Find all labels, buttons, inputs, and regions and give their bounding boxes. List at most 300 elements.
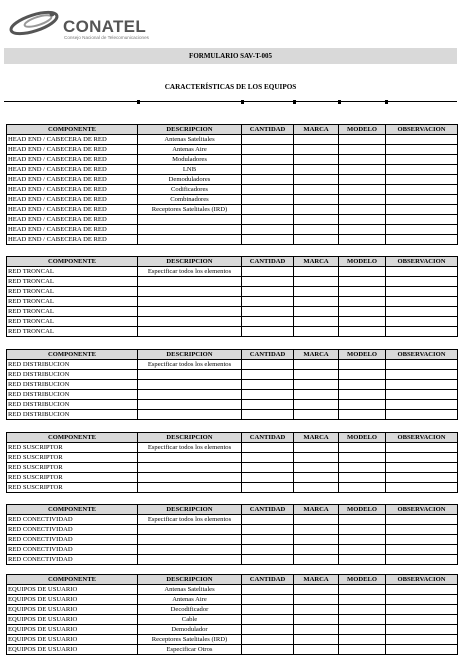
observation-cell[interactable]	[386, 135, 458, 145]
observation-cell[interactable]	[386, 225, 458, 235]
model-cell[interactable]	[339, 165, 386, 175]
model-cell[interactable]	[339, 360, 386, 370]
quantity-cell[interactable]	[242, 287, 294, 297]
quantity-cell[interactable]	[242, 625, 294, 635]
description-cell: Especificar todos los elementos	[138, 360, 242, 370]
quantity-cell[interactable]	[242, 585, 294, 595]
table-row	[7, 483, 458, 493]
model-cell[interactable]	[339, 327, 386, 337]
quantity-cell[interactable]	[242, 515, 294, 525]
table-row	[7, 410, 458, 420]
table-row	[7, 195, 458, 205]
model-cell[interactable]	[339, 307, 386, 317]
column-header: OBSERVACION	[386, 505, 458, 515]
quantity-cell[interactable]	[242, 195, 294, 205]
description-cell	[138, 463, 242, 473]
column-header: MARCA	[294, 505, 339, 515]
brand-cell[interactable]	[294, 400, 339, 410]
brand-cell[interactable]	[294, 327, 339, 337]
observation-cell[interactable]	[386, 515, 458, 525]
component-cell: RED CONECTIVIDAD	[7, 555, 138, 565]
quantity-cell[interactable]	[242, 327, 294, 337]
quantity-cell[interactable]	[242, 277, 294, 287]
quantity-cell[interactable]	[242, 145, 294, 155]
description-cell	[138, 545, 242, 555]
component-cell: EQUIPOS DE USUARIO	[7, 605, 138, 615]
column-header: MARCA	[294, 433, 339, 443]
model-cell[interactable]	[339, 473, 386, 483]
model-cell[interactable]	[339, 400, 386, 410]
observation-cell[interactable]	[386, 287, 458, 297]
model-cell[interactable]	[339, 443, 386, 453]
observation-cell[interactable]	[386, 595, 458, 605]
quantity-cell[interactable]	[242, 225, 294, 235]
description-cell	[138, 453, 242, 463]
description-cell: Antenas Aire	[138, 595, 242, 605]
model-cell[interactable]	[339, 317, 386, 327]
header-rule	[4, 101, 457, 102]
component-cell: RED TRONCAL	[7, 307, 138, 317]
table-row	[7, 390, 458, 400]
quantity-cell[interactable]	[242, 155, 294, 165]
brand-cell[interactable]	[294, 555, 339, 565]
component-cell: RED CONECTIVIDAD	[7, 525, 138, 535]
model-cell[interactable]	[339, 595, 386, 605]
brand-cell[interactable]	[294, 635, 339, 645]
quantity-cell[interactable]	[242, 380, 294, 390]
observation-cell[interactable]	[386, 307, 458, 317]
conatel-logo	[8, 6, 158, 40]
observation-cell[interactable]	[386, 645, 458, 655]
table-row	[7, 327, 458, 337]
quantity-cell[interactable]	[242, 317, 294, 327]
description-cell	[138, 483, 242, 493]
component-cell: RED SUSCRIPTOR	[7, 473, 138, 483]
observation-cell[interactable]	[386, 195, 458, 205]
quantity-cell[interactable]	[242, 135, 294, 145]
table-row	[7, 595, 458, 605]
table-red-suscriptor	[6, 432, 458, 493]
description-cell	[138, 390, 242, 400]
component-cell: HEAD END / CABECERA DE RED	[7, 235, 138, 245]
column-header: OBSERVACION	[386, 125, 458, 135]
model-cell[interactable]	[339, 235, 386, 245]
table-red-distribucion	[6, 349, 458, 420]
observation-cell[interactable]	[386, 215, 458, 225]
quantity-cell[interactable]	[242, 645, 294, 655]
column-header: DESCRIPCION	[138, 433, 242, 443]
component-cell: RED CONECTIVIDAD	[7, 515, 138, 525]
brand-cell[interactable]	[294, 205, 339, 215]
description-cell	[138, 225, 242, 235]
table-header-row	[7, 575, 458, 585]
observation-cell[interactable]	[386, 545, 458, 555]
observation-cell[interactable]	[386, 463, 458, 473]
observation-cell[interactable]	[386, 625, 458, 635]
brand-cell[interactable]	[294, 443, 339, 453]
quantity-cell[interactable]	[242, 267, 294, 277]
column-header: COMPONENTE	[7, 505, 138, 515]
quantity-cell[interactable]	[242, 535, 294, 545]
description-cell	[138, 287, 242, 297]
brand-cell[interactable]	[294, 165, 339, 175]
component-cell: EQUIPOS DE USUARIO	[7, 635, 138, 645]
table-row	[7, 443, 458, 453]
quantity-cell[interactable]	[242, 555, 294, 565]
brand-cell[interactable]	[294, 225, 339, 235]
rule-tick	[338, 100, 341, 104]
quantity-cell[interactable]	[242, 615, 294, 625]
observation-cell[interactable]	[386, 327, 458, 337]
quantity-cell[interactable]	[242, 525, 294, 535]
component-cell: RED DISTRIBUCION	[7, 380, 138, 390]
component-cell: HEAD END / CABECERA DE RED	[7, 195, 138, 205]
observation-cell[interactable]	[386, 615, 458, 625]
column-header: MODELO	[339, 350, 386, 360]
component-cell: RED TRONCAL	[7, 277, 138, 287]
observation-cell[interactable]	[386, 235, 458, 245]
brand-cell[interactable]	[294, 370, 339, 380]
description-cell: Antenas Aire	[138, 145, 242, 155]
quantity-cell[interactable]	[242, 235, 294, 245]
table-row	[7, 525, 458, 535]
observation-cell[interactable]	[386, 390, 458, 400]
observation-cell[interactable]	[386, 483, 458, 493]
brand-cell[interactable]	[294, 267, 339, 277]
observation-cell[interactable]	[386, 145, 458, 155]
observation-cell[interactable]	[386, 165, 458, 175]
component-cell: RED TRONCAL	[7, 267, 138, 277]
document-title: CARACTERÍSTICAS DE LOS EQUIPOS	[164, 83, 297, 91]
component-cell: EQUIPOS DE USUARIO	[7, 615, 138, 625]
description-cell: LNB	[138, 165, 242, 175]
description-cell	[138, 277, 242, 287]
column-header: DESCRIPCION	[138, 505, 242, 515]
quantity-cell[interactable]	[242, 185, 294, 195]
column-header: MODELO	[339, 505, 386, 515]
brand-cell[interactable]	[294, 453, 339, 463]
description-cell	[138, 555, 242, 565]
table-red-conectividad	[6, 504, 458, 565]
component-cell: RED TRONCAL	[7, 327, 138, 337]
column-header: CANTIDAD	[242, 350, 294, 360]
quantity-cell[interactable]	[242, 390, 294, 400]
table-row	[7, 317, 458, 327]
brand-cell[interactable]	[294, 645, 339, 655]
table-row	[7, 515, 458, 525]
observation-cell[interactable]	[386, 400, 458, 410]
rule-tick	[293, 100, 296, 104]
brand-cell[interactable]	[294, 525, 339, 535]
table-row	[7, 155, 458, 165]
quantity-cell[interactable]	[242, 360, 294, 370]
model-cell[interactable]	[339, 463, 386, 473]
rule-tick	[241, 100, 244, 104]
brand-cell[interactable]	[294, 483, 339, 493]
component-cell: RED CONECTIVIDAD	[7, 545, 138, 555]
description-cell: Especificar Otros	[138, 645, 242, 655]
description-cell: Decodificador	[138, 605, 242, 615]
quantity-cell[interactable]	[242, 463, 294, 473]
rule-tick	[137, 100, 140, 104]
component-cell: RED TRONCAL	[7, 297, 138, 307]
component-cell: HEAD END / CABECERA DE RED	[7, 215, 138, 225]
table-row	[7, 165, 458, 175]
table-row	[7, 463, 458, 473]
brand-cell[interactable]	[294, 535, 339, 545]
column-header: MODELO	[339, 575, 386, 585]
model-cell[interactable]	[339, 645, 386, 655]
model-cell[interactable]	[339, 515, 386, 525]
component-cell: RED SUSCRIPTOR	[7, 443, 138, 453]
observation-cell[interactable]	[386, 555, 458, 565]
observation-cell[interactable]	[386, 175, 458, 185]
model-cell[interactable]	[339, 185, 386, 195]
model-cell[interactable]	[339, 635, 386, 645]
brand-cell[interactable]	[294, 515, 339, 525]
model-cell[interactable]	[339, 195, 386, 205]
table-row	[7, 625, 458, 635]
quantity-cell[interactable]	[242, 400, 294, 410]
brand-cell[interactable]	[294, 360, 339, 370]
model-cell[interactable]	[339, 453, 386, 463]
column-header: COMPONENTE	[7, 350, 138, 360]
column-header: MODELO	[339, 257, 386, 267]
observation-cell[interactable]	[386, 370, 458, 380]
description-cell: Cable	[138, 615, 242, 625]
description-cell	[138, 215, 242, 225]
observation-cell[interactable]	[386, 205, 458, 215]
brand-cell[interactable]	[294, 195, 339, 205]
brand-cell[interactable]	[294, 463, 339, 473]
quantity-cell[interactable]	[242, 605, 294, 615]
model-cell[interactable]	[339, 545, 386, 555]
model-cell[interactable]	[339, 555, 386, 565]
description-cell	[138, 235, 242, 245]
observation-cell[interactable]	[386, 525, 458, 535]
column-header: MARCA	[294, 350, 339, 360]
quantity-cell[interactable]	[242, 205, 294, 215]
model-cell[interactable]	[339, 277, 386, 287]
brand-cell[interactable]	[294, 185, 339, 195]
brand-cell[interactable]	[294, 287, 339, 297]
model-cell[interactable]	[339, 410, 386, 420]
observation-cell[interactable]	[386, 635, 458, 645]
model-cell[interactable]	[339, 535, 386, 545]
description-cell: Especificar todos los elementos	[138, 515, 242, 525]
quantity-cell[interactable]	[242, 165, 294, 175]
description-cell	[138, 307, 242, 317]
column-header: CANTIDAD	[242, 433, 294, 443]
brand-cell[interactable]	[294, 615, 339, 625]
brand-cell[interactable]	[294, 585, 339, 595]
brand-cell[interactable]	[294, 625, 339, 635]
table-row	[7, 380, 458, 390]
logo-name: CONATEL	[63, 17, 146, 36]
table-row	[7, 473, 458, 483]
quantity-cell[interactable]	[242, 370, 294, 380]
brand-cell[interactable]	[294, 145, 339, 155]
observation-cell[interactable]	[386, 155, 458, 165]
description-cell: Antenas Satelitales	[138, 585, 242, 595]
model-cell[interactable]	[339, 615, 386, 625]
brand-cell[interactable]	[294, 390, 339, 400]
brand-cell[interactable]	[294, 595, 339, 605]
column-header: DESCRIPCION	[138, 257, 242, 267]
brand-cell[interactable]	[294, 155, 339, 165]
quantity-cell[interactable]	[242, 410, 294, 420]
model-cell[interactable]	[339, 483, 386, 493]
model-cell[interactable]	[339, 225, 386, 235]
column-header: CANTIDAD	[242, 505, 294, 515]
component-cell: HEAD END / CABECERA DE RED	[7, 155, 138, 165]
model-cell[interactable]	[339, 287, 386, 297]
table-row	[7, 585, 458, 595]
table-header-row	[7, 350, 458, 360]
model-cell[interactable]	[339, 525, 386, 535]
brand-cell[interactable]	[294, 307, 339, 317]
description-cell	[138, 525, 242, 535]
table-row	[7, 635, 458, 645]
brand-cell[interactable]	[294, 473, 339, 483]
quantity-cell[interactable]	[242, 473, 294, 483]
column-header: CANTIDAD	[242, 257, 294, 267]
table-row	[7, 645, 458, 655]
quantity-cell[interactable]	[242, 635, 294, 645]
table-header-row	[7, 125, 458, 135]
observation-cell[interactable]	[386, 443, 458, 453]
component-cell: RED SUSCRIPTOR	[7, 483, 138, 493]
brand-cell[interactable]	[294, 277, 339, 287]
observation-cell[interactable]	[386, 605, 458, 615]
model-cell[interactable]	[339, 370, 386, 380]
observation-cell[interactable]	[386, 473, 458, 483]
component-cell: HEAD END / CABECERA DE RED	[7, 185, 138, 195]
observation-cell[interactable]	[386, 185, 458, 195]
model-cell[interactable]	[339, 585, 386, 595]
table-row	[7, 135, 458, 145]
column-header: MARCA	[294, 125, 339, 135]
component-cell: EQUIPOS DE USUARIO	[7, 585, 138, 595]
quantity-cell[interactable]	[242, 453, 294, 463]
description-cell: Combinadores	[138, 195, 242, 205]
brand-cell[interactable]	[294, 135, 339, 145]
observation-cell[interactable]	[386, 297, 458, 307]
component-cell: HEAD END / CABECERA DE RED	[7, 225, 138, 235]
description-cell: Demodulador	[138, 625, 242, 635]
brand-cell[interactable]	[294, 605, 339, 615]
model-cell[interactable]	[339, 297, 386, 307]
table-row	[7, 175, 458, 185]
component-cell: RED SUSCRIPTOR	[7, 453, 138, 463]
description-cell: Especificar todos los elementos	[138, 443, 242, 453]
table-header-row	[7, 505, 458, 515]
table-row	[7, 555, 458, 565]
description-cell	[138, 380, 242, 390]
observation-cell[interactable]	[386, 585, 458, 595]
description-cell	[138, 370, 242, 380]
model-cell[interactable]	[339, 205, 386, 215]
quantity-cell[interactable]	[242, 215, 294, 225]
table-row	[7, 205, 458, 215]
description-cell: Moduladores	[138, 155, 242, 165]
description-cell	[138, 473, 242, 483]
quantity-cell[interactable]	[242, 595, 294, 605]
description-cell	[138, 535, 242, 545]
component-cell: HEAD END / CABECERA DE RED	[7, 175, 138, 185]
observation-cell[interactable]	[386, 317, 458, 327]
model-cell[interactable]	[339, 605, 386, 615]
table-row	[7, 297, 458, 307]
brand-cell[interactable]	[294, 215, 339, 225]
brand-cell[interactable]	[294, 175, 339, 185]
brand-cell[interactable]	[294, 297, 339, 307]
component-cell: HEAD END / CABECERA DE RED	[7, 135, 138, 145]
component-cell: HEAD END / CABECERA DE RED	[7, 165, 138, 175]
column-header: COMPONENTE	[7, 257, 138, 267]
description-cell	[138, 327, 242, 337]
table-header-row	[7, 433, 458, 443]
table-row	[7, 535, 458, 545]
component-cell: HEAD END / CABECERA DE RED	[7, 205, 138, 215]
component-cell: RED DISTRIBUCION	[7, 410, 138, 420]
quantity-cell[interactable]	[242, 297, 294, 307]
brand-cell[interactable]	[294, 410, 339, 420]
observation-cell[interactable]	[386, 360, 458, 370]
observation-cell[interactable]	[386, 535, 458, 545]
column-header: COMPONENTE	[7, 125, 138, 135]
quantity-cell[interactable]	[242, 545, 294, 555]
brand-cell[interactable]	[294, 380, 339, 390]
component-cell: EQUIPOS DE USUARIO	[7, 595, 138, 605]
model-cell[interactable]	[339, 145, 386, 155]
quantity-cell[interactable]	[242, 175, 294, 185]
table-row	[7, 605, 458, 615]
model-cell[interactable]	[339, 215, 386, 225]
table-row	[7, 545, 458, 555]
quantity-cell[interactable]	[242, 443, 294, 453]
model-cell[interactable]	[339, 135, 386, 145]
quantity-cell[interactable]	[242, 307, 294, 317]
model-cell[interactable]	[339, 390, 386, 400]
column-header: DESCRIPCION	[138, 350, 242, 360]
brand-cell[interactable]	[294, 545, 339, 555]
column-header: OBSERVACION	[386, 257, 458, 267]
model-cell[interactable]	[339, 175, 386, 185]
observation-cell[interactable]	[386, 380, 458, 390]
component-cell: HEAD END / CABECERA DE RED	[7, 145, 138, 155]
table-head-end	[6, 124, 458, 245]
column-header: MODELO	[339, 125, 386, 135]
model-cell[interactable]	[339, 625, 386, 635]
table-row	[7, 400, 458, 410]
description-cell: Receptores Satelitales (IRD)	[138, 205, 242, 215]
table-red-troncal	[6, 256, 458, 337]
quantity-cell[interactable]	[242, 483, 294, 493]
conatel-swoosh-icon	[8, 6, 64, 40]
component-cell: RED TRONCAL	[7, 317, 138, 327]
model-cell[interactable]	[339, 380, 386, 390]
observation-cell[interactable]	[386, 267, 458, 277]
model-cell[interactable]	[339, 155, 386, 165]
observation-cell[interactable]	[386, 453, 458, 463]
table-row	[7, 267, 458, 277]
brand-cell[interactable]	[294, 317, 339, 327]
model-cell[interactable]	[339, 267, 386, 277]
observation-cell[interactable]	[386, 277, 458, 287]
observation-cell[interactable]	[386, 410, 458, 420]
brand-cell[interactable]	[294, 235, 339, 245]
